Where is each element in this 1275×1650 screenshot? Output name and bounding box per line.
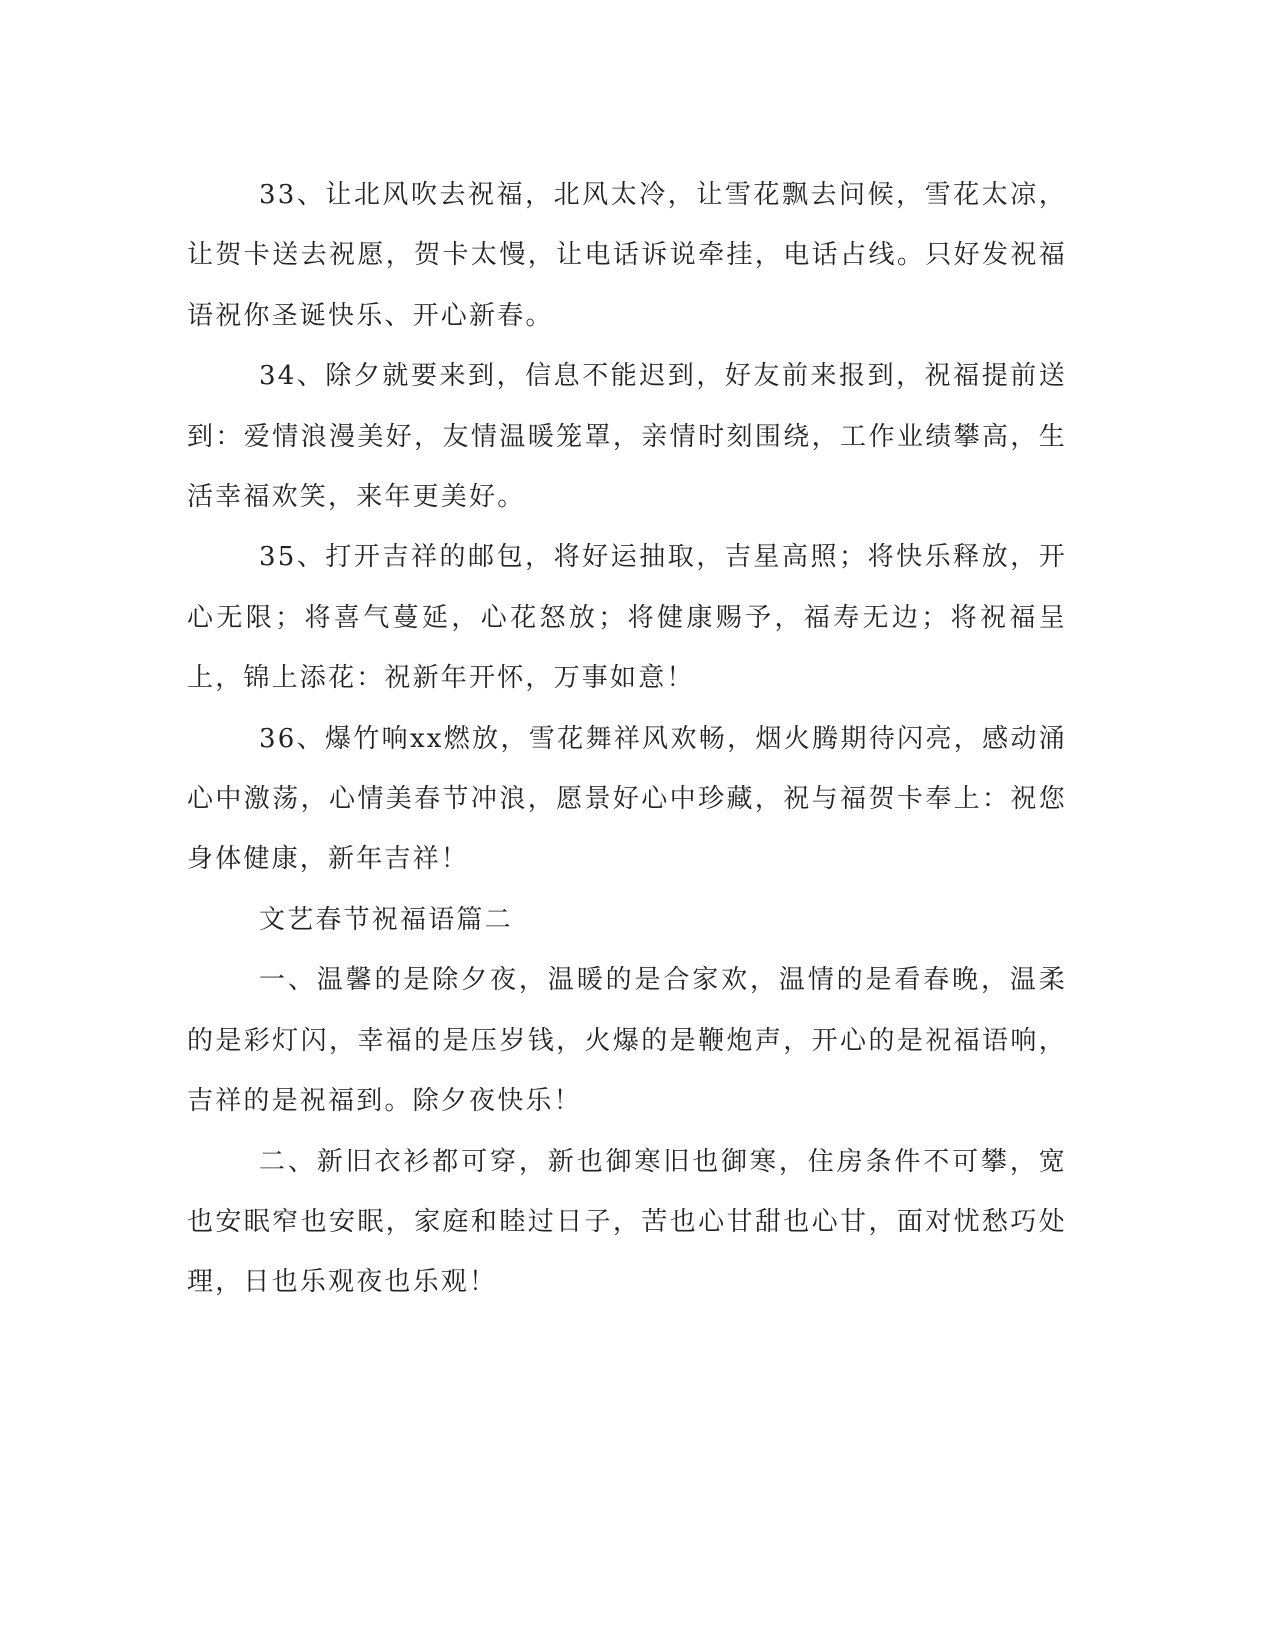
document-body xyxy=(187,165,1067,1313)
paragraph-36: 36、爆竹响xx燃放，雪花舞祥风欢畅，烟火腾期待闪亮，感动涌心中激荡，心情美春节冲浪，愿景好心中珍藏，祝与福贺卡奉上：祝您身体健康，新年吉祥！ xyxy=(187,723,1067,875)
paragraph-33: 33、让北风吹去祝福，北风太冷，让雪花飘去问候，雪花太凉，让贺卡送去祝愿，贺卡太慢，让电话诉说牵挂，电话占线。只好发祝福语祝你圣诞快乐、开心新春。 xyxy=(187,180,1067,331)
paragraph-one: 一、温馨的是除夕夜，温暖的是合家欢，温情的是看春晚，温柔的是彩灯闪，幸福的是压岁钱，火爆的是鞭炮声，开心的是祝福语响，吉祥的是祝福到。除夕夜快乐！ xyxy=(187,965,1067,1117)
section-heading: 文艺春节祝福语篇二 xyxy=(259,904,513,935)
paragraph-35: 35、打开吉祥的邮包，将好运抽取，吉星高照；将快乐释放，开心无限；将喜气蔓延，心花怒放；将健康赐予，福寿无边；将祝福呈上，锦上添花：祝新年开怀，万事如意！ xyxy=(187,542,1067,694)
paragraph-34: 34、除夕就要来到，信息不能迟到，好友前来报到，祝福提前送到：爱情浪漫美好，友情温暖笼罩，亲情时刻围绕，工作业绩攀高，生活幸福欢笑，来年更美好。 xyxy=(187,361,1067,513)
paragraph-two: 二、新旧衣衫都可穿，新也御寒旧也御寒，住房条件不可攀，宽也安眠窄也安眠，家庭和睦过日子，苦也心甘甜也心甘，面对忧愁巧处理，日也乐观夜也乐观！ xyxy=(187,1146,1067,1298)
